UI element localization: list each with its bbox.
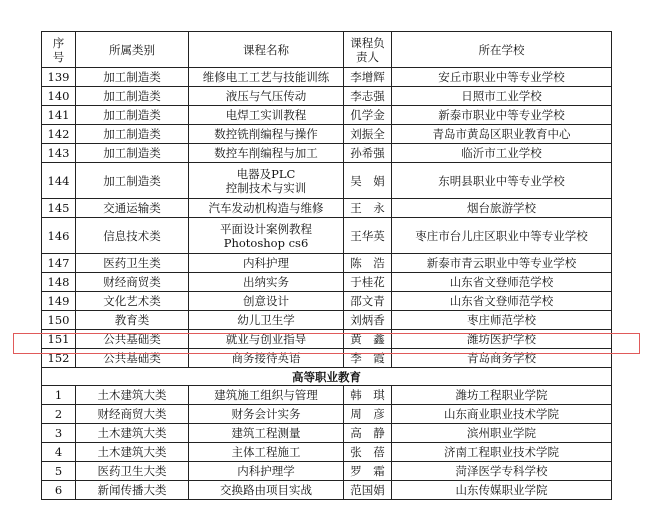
- cell-category: 加工制造类: [76, 68, 189, 87]
- cell-course: 内科护理: [189, 254, 344, 273]
- cell-course: 建筑施工组织与管理: [189, 386, 344, 405]
- cell-course: 建筑工程测量: [189, 424, 344, 443]
- cell-category: 加工制造类: [76, 144, 189, 163]
- cell-school: 东明县职业中等专业学校: [392, 163, 612, 199]
- table-row: [42, 311, 612, 330]
- table-row: [42, 254, 612, 273]
- cell-course: 交换路由项目实战: [189, 481, 344, 500]
- cell-no: 2: [42, 405, 76, 424]
- cell-leader: 仉学金: [344, 106, 392, 125]
- cell-no: 6: [42, 481, 76, 500]
- cell-no: 147: [42, 254, 76, 273]
- cell-category: 交通运输类: [76, 199, 189, 218]
- cell-school: 青岛市黄岛区职业教育中心: [392, 125, 612, 144]
- cell-no: 1: [42, 386, 76, 405]
- cell-leader: 刘炳香: [344, 311, 392, 330]
- cell-school: 潍坊医护学校: [392, 330, 612, 349]
- cell-course: 主体工程施工: [189, 443, 344, 462]
- cell-category: 信息技术类: [76, 218, 189, 254]
- table-row: [42, 481, 612, 500]
- cell-school: 日照市工业学校: [392, 87, 612, 106]
- cell-course-line2: 控制技术与实训: [225, 180, 307, 195]
- cell-leader: 周 彦: [344, 405, 392, 424]
- table-row-highlighted: [42, 330, 612, 349]
- cell-leader: 李志强: [344, 87, 392, 106]
- table-row: [42, 144, 612, 163]
- header-course: 课程名称: [189, 32, 344, 68]
- cell-no: 151: [42, 330, 76, 349]
- cell-school: 新泰市青云职业中等专业学校: [392, 254, 612, 273]
- cell-leader: 王 永: [344, 199, 392, 218]
- table-row: [42, 349, 612, 368]
- cell-leader: 高 静: [344, 424, 392, 443]
- cell-leader: 刘振全: [344, 125, 392, 144]
- cell-course: 商务接待英语: [189, 349, 344, 368]
- cell-category: 财经商贸大类: [76, 405, 189, 424]
- course-table-container: [41, 31, 611, 500]
- cell-course: 出纳实务: [189, 273, 344, 292]
- cell-leader: 李 霞: [344, 349, 392, 368]
- cell-course: 液压与气压传动: [189, 87, 344, 106]
- cell-school: 济南工程职业技术学院: [392, 443, 612, 462]
- cell-school: 安丘市职业中等专业学校: [392, 68, 612, 87]
- table-row: [42, 106, 612, 125]
- cell-course: 内科护理学: [189, 462, 344, 481]
- header-leader: 课程负责人: [344, 32, 392, 68]
- cell-no: 148: [42, 273, 76, 292]
- cell-school: 枣庄市台儿庄区职业中等专业学校: [392, 218, 612, 254]
- header-category: 所属类别: [76, 32, 189, 68]
- cell-category: 公共基础类: [76, 330, 189, 349]
- table-row: [42, 125, 612, 144]
- cell-school: 山东省文登师范学校: [392, 273, 612, 292]
- cell-leader: 范国娟: [344, 481, 392, 500]
- cell-category: 加工制造类: [76, 106, 189, 125]
- cell-no: 144: [42, 163, 76, 199]
- cell-category: 加工制造类: [76, 163, 189, 199]
- course-table: [41, 31, 612, 500]
- cell-category: 土木建筑大类: [76, 424, 189, 443]
- cell-school: 枣庄师范学校: [392, 311, 612, 330]
- cell-leader: 罗 霜: [344, 462, 392, 481]
- cell-leader: 李增辉: [344, 68, 392, 87]
- cell-school: 烟台旅游学校: [392, 199, 612, 218]
- cell-no: 150: [42, 311, 76, 330]
- table-row: [42, 424, 612, 443]
- cell-category: 新闻传播大类: [76, 481, 189, 500]
- table-row: [42, 273, 612, 292]
- table-row: [42, 199, 612, 218]
- cell-school: 山东传媒职业学院: [392, 481, 612, 500]
- cell-leader: 张 蓓: [344, 443, 392, 462]
- cell-no: 4: [42, 443, 76, 462]
- cell-no: 142: [42, 125, 76, 144]
- cell-course-line1: 电器及PLC: [236, 166, 296, 181]
- cell-leader: 王华英: [344, 218, 392, 254]
- cell-leader: 韩 琪: [344, 386, 392, 405]
- cell-leader: 于桂花: [344, 273, 392, 292]
- cell-no: 140: [42, 87, 76, 106]
- header-school: 所在学校: [392, 32, 612, 68]
- cell-leader: 吴 娟: [344, 163, 392, 199]
- cell-no: 139: [42, 68, 76, 87]
- cell-school: 山东商业职业技术学院: [392, 405, 612, 424]
- cell-leader: 孙希强: [344, 144, 392, 163]
- cell-school: 临沂市工业学校: [392, 144, 612, 163]
- cell-course: 汽车发动机构造与维修: [189, 199, 344, 218]
- table-row: [42, 386, 612, 405]
- cell-course: [189, 218, 344, 254]
- cell-school: 潍坊工程职业学院: [392, 386, 612, 405]
- cell-category: 加工制造类: [76, 125, 189, 144]
- cell-leader: 黄 鑫: [344, 330, 392, 349]
- cell-course: 创意设计: [189, 292, 344, 311]
- cell-course-line2: Photoshop cs6: [223, 235, 309, 250]
- cell-category: 文化艺术类: [76, 292, 189, 311]
- cell-school: 菏泽医学专科学校: [392, 462, 612, 481]
- cell-course: 数控铣削编程与操作: [189, 125, 344, 144]
- cell-no: 145: [42, 199, 76, 218]
- cell-category: 土木建筑大类: [76, 386, 189, 405]
- cell-no: 5: [42, 462, 76, 481]
- cell-school: 新泰市职业中等专业学校: [392, 106, 612, 125]
- table-row: [42, 292, 612, 311]
- cell-category: 土木建筑大类: [76, 443, 189, 462]
- table-row: [42, 462, 612, 481]
- cell-no: 3: [42, 424, 76, 443]
- cell-school: 青岛商务学校: [392, 349, 612, 368]
- cell-category: 财经商贸类: [76, 273, 189, 292]
- cell-course: 维修电工工艺与技能训练: [189, 68, 344, 87]
- cell-course-line1: 平面设计案例教程: [220, 221, 312, 236]
- cell-school: 山东省文登师范学校: [392, 292, 612, 311]
- cell-no: 149: [42, 292, 76, 311]
- cell-category: 医药卫生大类: [76, 462, 189, 481]
- cell-course: 财务会计实务: [189, 405, 344, 424]
- cell-category: 医药卫生类: [76, 254, 189, 273]
- cell-school: 滨州职业学院: [392, 424, 612, 443]
- cell-course: 幼儿卫生学: [189, 311, 344, 330]
- table-row: [42, 163, 612, 199]
- cell-course: 数控车削编程与加工: [189, 144, 344, 163]
- table-row: [42, 218, 612, 254]
- section-header-row: [42, 368, 612, 386]
- table-row: [42, 87, 612, 106]
- cell-no: 141: [42, 106, 76, 125]
- cell-no: 152: [42, 349, 76, 368]
- cell-category: 教育类: [76, 311, 189, 330]
- section-title: 高等职业教育: [42, 368, 612, 386]
- cell-course: [189, 163, 344, 199]
- cell-leader: 邵文青: [344, 292, 392, 311]
- cell-no: 146: [42, 218, 76, 254]
- table-row: [42, 68, 612, 87]
- table-row: [42, 443, 612, 462]
- table-row: [42, 405, 612, 424]
- header-no: 序号: [42, 32, 76, 68]
- cell-no: 143: [42, 144, 76, 163]
- cell-category: 加工制造类: [76, 87, 189, 106]
- cell-category: 公共基础类: [76, 349, 189, 368]
- cell-course: 电焊工实训教程: [189, 106, 344, 125]
- cell-course: 就业与创业指导: [189, 330, 344, 349]
- cell-leader: 陈 浩: [344, 254, 392, 273]
- table-header-row: [42, 32, 612, 68]
